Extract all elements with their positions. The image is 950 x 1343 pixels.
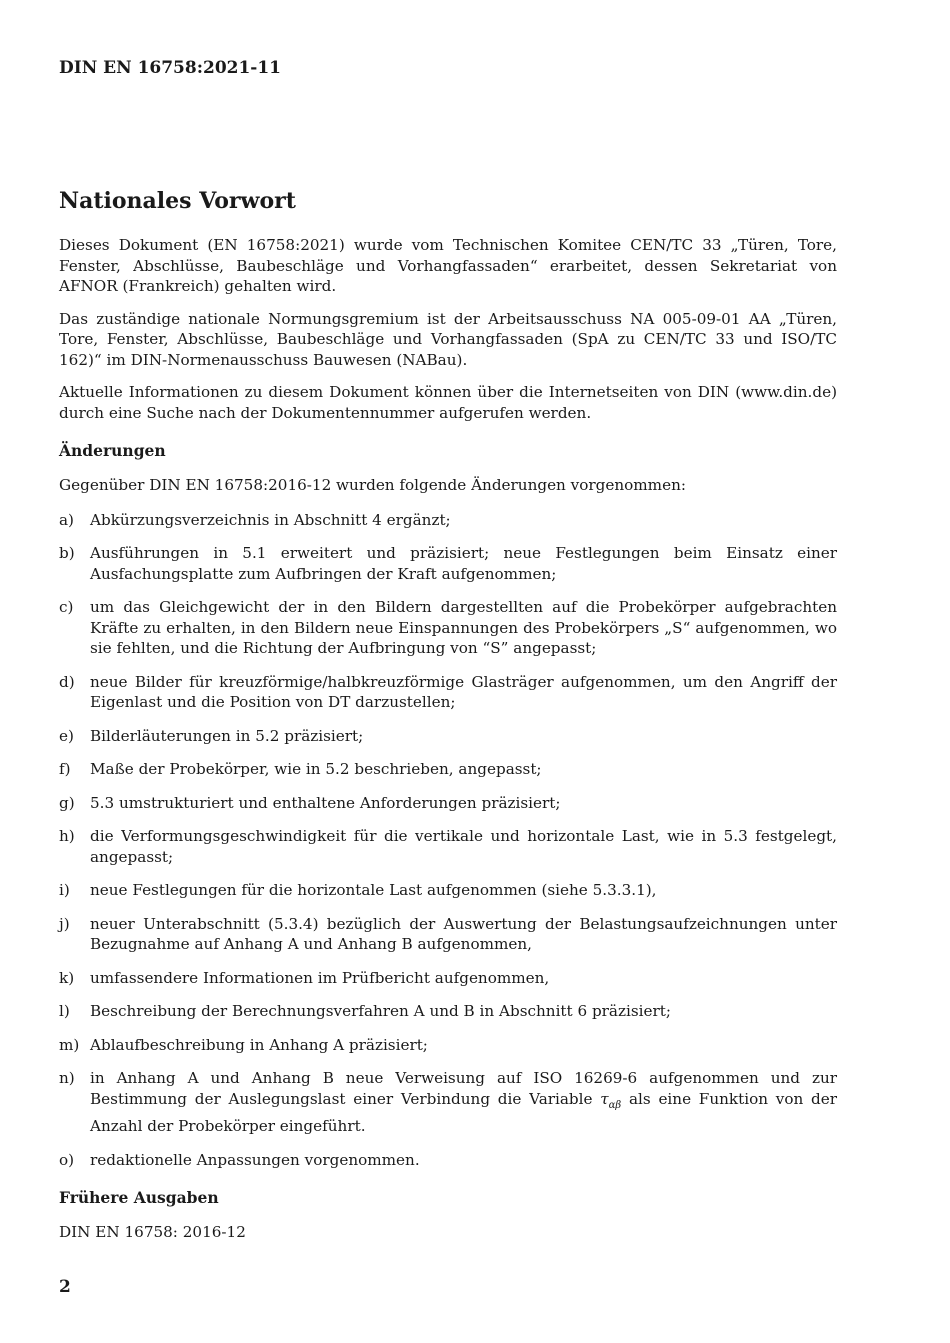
list-item (59, 672, 837, 713)
list-marker: h) (59, 827, 75, 845)
list-item-text: neue Festlegungen für die horizontale Last aufgenommen (siehe 5.3.3.1), (90, 881, 657, 899)
list-item (59, 726, 837, 747)
list-marker: k) (59, 968, 75, 987)
list-item-text: neuer Unterabschnitt (5.3.4) bezüglich der Auswertung der Belastungsaufzeichnungen unter Bezugnahme auf Anhang A und Anhang B aufgenommen, (90, 914, 837, 953)
list-item (59, 1001, 837, 1022)
list-item (59, 1150, 837, 1171)
list-item (59, 597, 837, 659)
list-item-text: Ablaufbeschreibung in Anhang A präzisiert; (90, 1035, 428, 1054)
list-item-text: Bilderläuterungen in 5.2 präzisiert; (90, 726, 364, 745)
changes-list (59, 510, 837, 1171)
list-item (59, 1035, 837, 1056)
list-marker: m) (59, 1035, 80, 1054)
list-marker: o) (59, 1150, 75, 1169)
list-marker: b) (59, 544, 75, 562)
list-item-text: umfassendere Informationen im Prüfbericht aufgenommen, (90, 968, 550, 987)
list-marker: i) (59, 881, 70, 899)
list-item (59, 543, 837, 584)
list-marker: e) (59, 726, 74, 745)
list-item-text: 5.3 umstrukturiert und enthaltene Anforderungen präzisiert; (90, 793, 561, 812)
list-item-text: um das Gleichgewicht der in den Bildern dargestellten auf die Probekörper aufgebrachten Kräfte zu erhalten, in den Bildern neue Einspannungen des Probekörpers „S“ aufgenommen, wo sie fehlten, und die Richtung der Aufbringung von “S” angepasst; (90, 598, 837, 657)
list-item (59, 510, 837, 531)
list-item (59, 759, 837, 780)
paragraph: Dieses Dokument (EN 16758:2021) wurde vom Technischen Komitee CEN/TC 33 „Türen, Tore, Fenster, Abschlüsse, Baubeschläge und Vorhangfassaden“ erarbeitet, dessen Sekretariat von AFNOR (Frankreich) gehalten wird. (59, 236, 837, 295)
list-item-text: Ausführungen in 5.1 erweitert und präzisiert; neue Festlegungen beim Einsatz einer Ausfachungsplatte zum Aufbringen der Kraft aufgenommen; (90, 544, 837, 583)
tau-variable (600, 1089, 622, 1111)
page-number: 2 (59, 1277, 71, 1297)
list-marker: l) (59, 1002, 70, 1020)
document-id: DIN EN 16758:2021-11 (59, 58, 282, 78)
list-item-text: Maße der Probekörper, wie in 5.2 beschrieben, angepasst; (90, 760, 542, 778)
list-item-text: Beschreibung der Berechnungsverfahren A und B in Abschnitt 6 präzisiert; (90, 1002, 671, 1020)
previous-editions-text: DIN EN 16758: 2016-12 (59, 1223, 246, 1242)
tau-symbol: τ (600, 1089, 609, 1108)
list-marker: g) (59, 793, 75, 812)
list-item (59, 968, 837, 989)
list-item-text: neue Bilder für kreuzförmige/halbkreuzförmige Glasträger aufgenommen, um den Angriff der Eigenlast und die Position von DT darzustellen; (90, 672, 837, 711)
list-marker: j) (59, 914, 70, 933)
list-marker: c) (59, 598, 74, 616)
list-item (59, 826, 837, 867)
list-marker: n) (59, 1069, 75, 1087)
section-title: Nationales Vorwort (59, 188, 296, 214)
paragraph: Das zuständige nationale Normungsgremium ist der Arbeitsausschuss NA 005-09-01 AA „Türen, Tore, Fenster, Abschlüsse, Baubeschläge und Vorhangfassaden (SpA zu CEN/TC 33 und ISO/TC 162)“ im DIN-Normenausschuss Bauwesen (NABau). (59, 309, 837, 369)
list-item-text-after: als eine Funktion von der Anzahl der Probekörper eingeführt. (90, 1089, 837, 1136)
list-item (59, 880, 837, 901)
list-item (59, 1068, 837, 1137)
list-item-text: die Verformungsgeschwindigkeit für die vertikale und horizontale Last, wie in 5.3 festgelegt, angepasst; (90, 827, 837, 866)
changes-intro: Gegenüber DIN EN 16758:2016-12 wurden folgende Änderungen vorgenommen: (59, 476, 686, 494)
list-marker: d) (59, 672, 75, 691)
list-item-text-before: in Anhang A und Anhang B neue Verweisung auf ISO 16269-6 aufgenommen und zur Bestimmung der Auslegungslast einer Verbindung die Variable (90, 1069, 837, 1108)
list-item-text: redaktionelle Anpassungen vorgenommen. (90, 1150, 420, 1169)
list-item (59, 793, 837, 814)
list-item-text: Abkürzungsverzeichnis in Abschnitt 4 ergänzt; (90, 510, 451, 529)
previous-editions-heading: Frühere Ausgaben (59, 1188, 219, 1208)
content (59, 187, 837, 1255)
paragraph: Aktuelle Informationen zu diesem Dokument können über die Internetseiten von DIN (www.din.de) durch eine Suche nach der Dokumentennummer aufgerufen werden. (59, 383, 837, 422)
list-item (59, 914, 837, 955)
changes-heading: Änderungen (59, 441, 166, 460)
list-marker: f) (59, 760, 71, 778)
list-marker: a) (59, 510, 74, 529)
tau-subscript: αβ (608, 1099, 622, 1111)
